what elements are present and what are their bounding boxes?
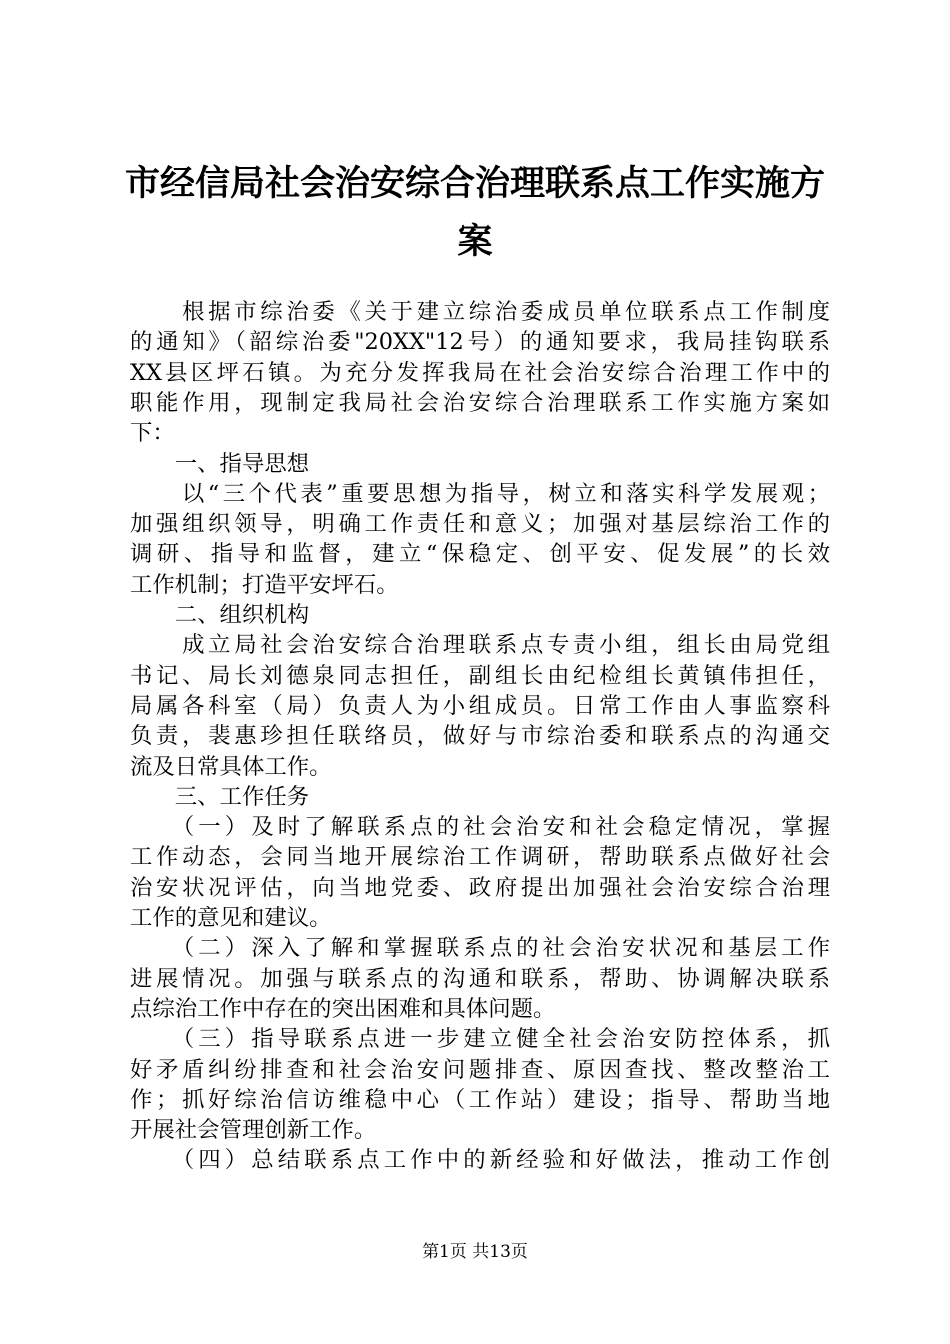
body-text-line: （一）及时了解联系点的社会治安和社会稳定情况，掌握 — [130, 814, 830, 841]
body-text-line: 好矛盾纠纷排查和社会治安问题排查、原因查找、整改整治工 — [130, 1056, 830, 1083]
body-text-line: 书记、局长刘德泉同志担任，副组长由纪检组长黄镇伟担任， — [130, 662, 830, 689]
body-text-line: 以“三个代表”重要思想为指导，树立和落实科学发展观； — [130, 480, 830, 507]
body-text-line: XX县区坪石镇。为充分发挥我局在社会治安综合治理工作中的 — [130, 359, 830, 386]
body-text-line: 工作机制；打造平安坪石。 — [130, 571, 399, 598]
body-text-line: （四）总结联系点工作中的新经验和好做法，推动工作创 — [130, 1147, 830, 1174]
body-text-line: 开展社会管理创新工作。 — [130, 1117, 377, 1144]
body-text-line: 下： — [130, 420, 175, 447]
body-text-line: 成立局社会治安综合治理联系点专责小组，组长由局党组 — [130, 632, 830, 659]
body-text-line: 三、工作任务 — [130, 783, 310, 810]
page-footer: 第1页 共13页 — [422, 1242, 528, 1262]
body-text-line: 点综治工作中存在的突出困难和具体问题。 — [130, 995, 556, 1022]
body-text-line: 根据市综治委《关于建立综治委成员单位联系点工作制度 — [130, 299, 830, 325]
body-text-line: （二）深入了解和掌握联系点的社会治安状况和基层工作 — [130, 935, 830, 962]
body-text-line: 加强组织领导，明确工作责任和意义；加强对基层综治工作的 — [130, 511, 830, 538]
body-text-line: 工作动态，会同当地开展综治工作调研，帮助联系点做好社会 — [130, 844, 830, 871]
body-text-line: 二、组织机构 — [130, 602, 310, 628]
body-text-line: 治安状况评估，向当地党委、政府提出加强社会治安综合治理 — [130, 874, 830, 901]
body-text-line: 职能作用，现制定我局社会治安综合治理联系工作实施方案如 — [130, 389, 830, 416]
body-text-line: 工作的意见和建议。 — [130, 905, 332, 931]
body-text-line: 负责，裴惠珍担任联络员，做好与市综治委和联系点的沟通交 — [130, 723, 830, 750]
body-text-line: 的通知》（韶综治委"20XX"12号）的通知要求，我局挂钩联系 — [130, 329, 830, 356]
document-title-line-2: 案 — [457, 222, 493, 262]
document-title-line-1: 市经信局社会治安综合治理联系点工作实施方 — [124, 164, 825, 204]
body-text-line: 作；抓好综治信访维稳中心（工作站）建设；指导、帮助当地 — [130, 1086, 830, 1113]
body-text-line: 局属各科室（局）负责人为小组成员。日常工作由人事监察科 — [130, 692, 830, 719]
body-text-line: （三）指导联系点进一步建立健全社会治安防控体系，抓 — [130, 1026, 830, 1053]
body-text-line: 进展情况。加强与联系点的沟通和联系，帮助、协调解决联系 — [130, 965, 830, 992]
body-text-line: 调研、指导和监督，建立“保稳定、创平安、促发展”的长效 — [130, 541, 830, 568]
body-text-line: 流及日常具体工作。 — [130, 753, 332, 780]
body-text-line: 一、指导思想 — [130, 450, 310, 477]
